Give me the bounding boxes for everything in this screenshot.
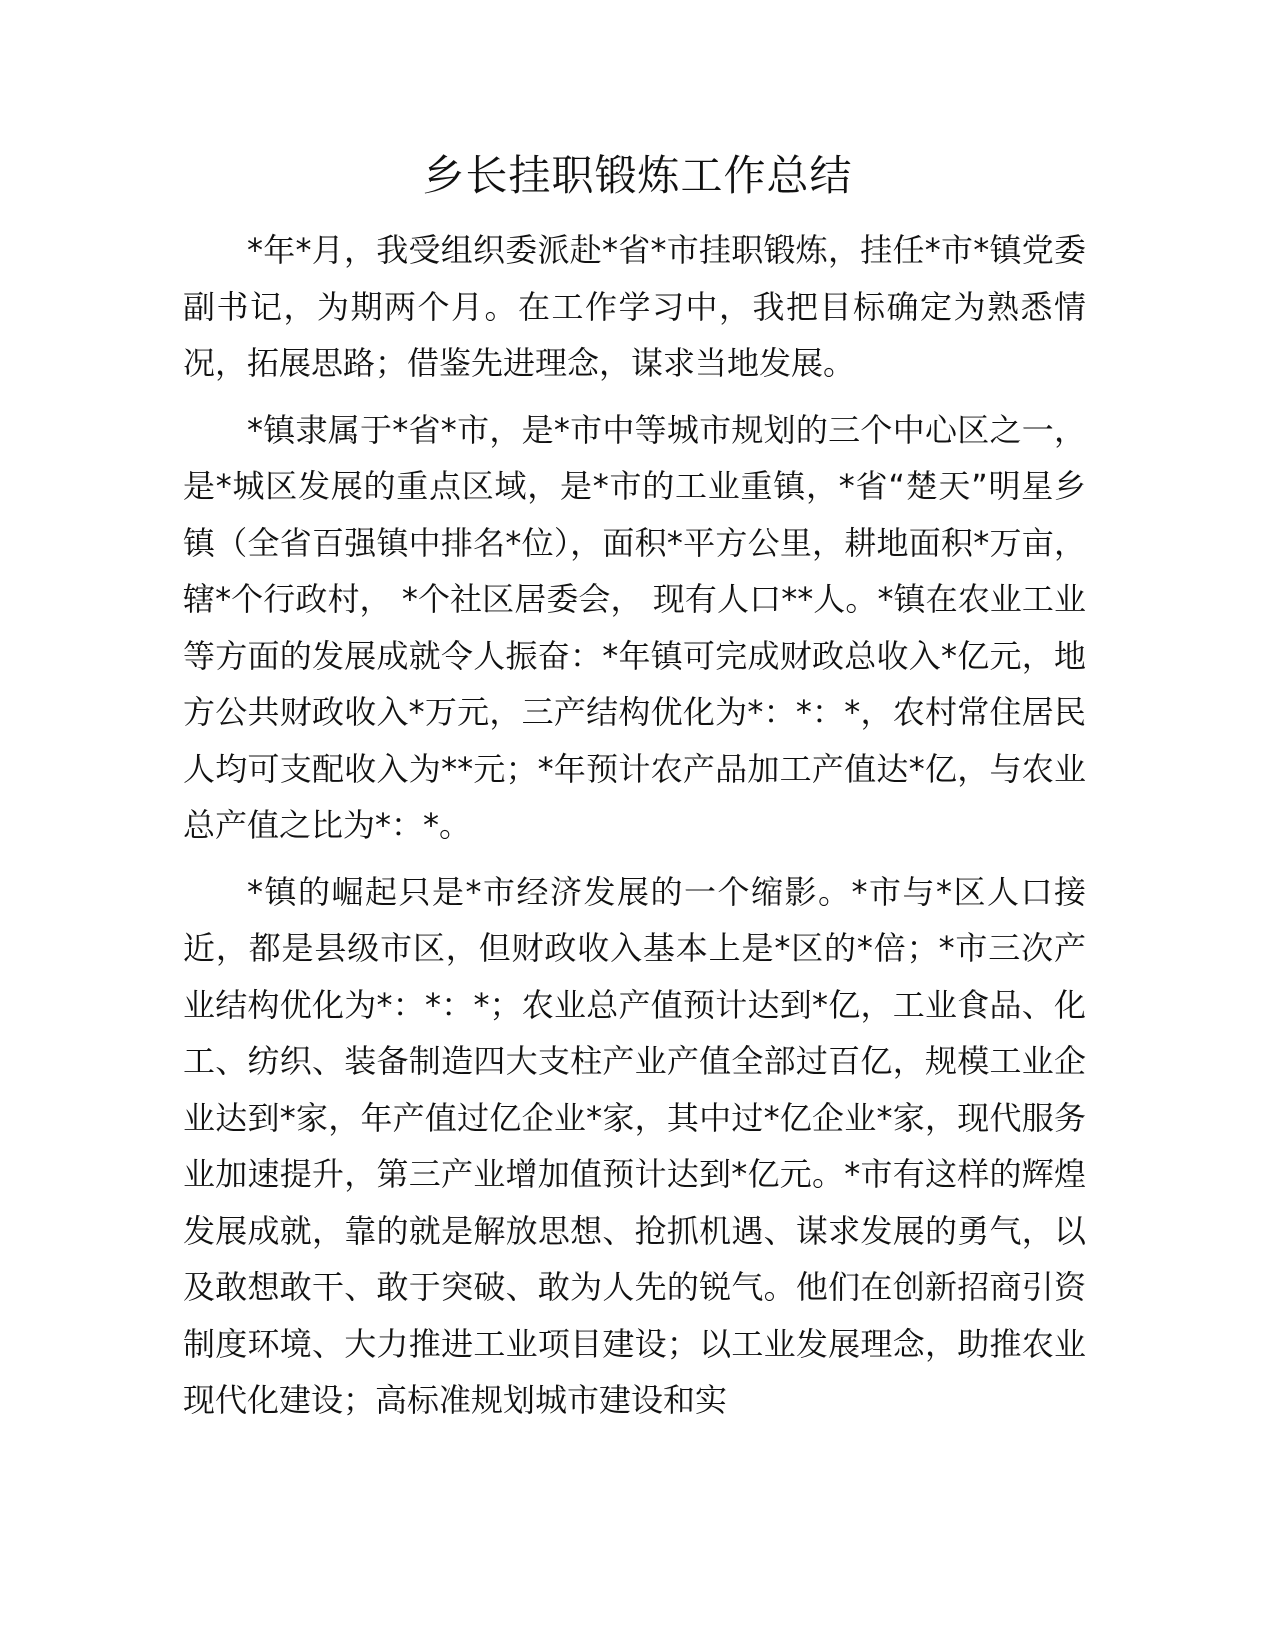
paragraph-2: *镇隶属于*省*市，是*市中等城市规划的三个中心区之一， 是*城区发展的重点区域，是*市的工业重镇，*省“楚天”明星乡镇（全省百强镇中排名*位），面积*平方公里，耕地面积*万亩，辖*个行政村， *个社区居委会， 现有人口**人。*镇在农业工业等方面的发展成就令人振奋：*年镇可完成财政总收入*亿元，地方公共财政收入*万元，三产结构优化为*：*：*，农村常住居民人均可支配收入为**元；*年预计农产品加工产值达*亿，与农业总产值之比为*：*。	[183, 410, 1086, 844]
document-body	[183, 222, 1086, 1439]
paragraph-1: *年*月，我受组织委派赴*省*市挂职锻炼，挂任*市*镇党委副书记，为期两个月。在工作学习中，我把目标确定为熟悉情况，拓展思路；借鉴先进理念，谋求当地发展。	[183, 231, 1086, 382]
paragraph-3: *镇的崛起只是*市经济发展的一个缩影。*市与*区人口接近，都是县级市区，但财政收入基本上是*区的*倍；*市三次产业结构优化为*：*：*；农业总产值预计达到*亿，工业食品、化工、纺织、装备制造四大支柱产业产值全部过百亿，规模工业企业达到*家，年产值过亿企业*家，其中过*亿企业*家，现代服务业加速提升，第三产业增加值预计达到*亿元。*市有这样的辉煌发展成就，靠的就是解放思想、抢抓机遇、谋求发展的勇气，以及敢想敢干、敢于突破、敢为人先的锐气。他们在创新招商引资制度环境、大力推进工业项目建设；以工业发展理念，助推农业现代化建设；高标准规划城市建设和实	[183, 872, 1086, 1419]
document-title: 乡长挂职锻炼工作总结	[422, 151, 853, 200]
